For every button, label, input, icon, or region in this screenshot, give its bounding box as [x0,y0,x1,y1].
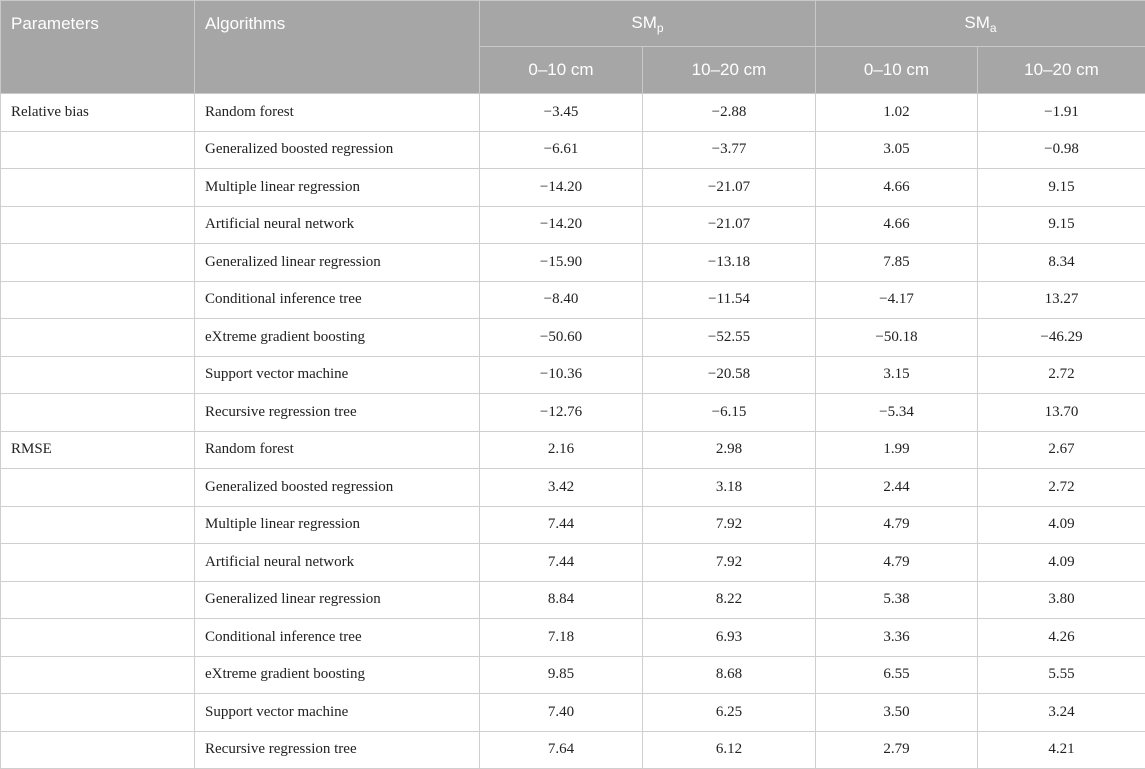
value-cell: 13.27 [978,281,1145,319]
value-cell: 7.85 [816,244,978,282]
value-cell: 4.09 [978,544,1145,582]
algorithm-cell: Conditional inference tree [195,619,480,657]
algorithm-cell: Recursive regression tree [195,731,480,769]
value-cell: 6.25 [643,694,816,732]
value-cell: 7.92 [643,506,816,544]
value-cell: 7.64 [480,731,643,769]
algorithm-cell: Random forest [195,94,480,132]
parameter-cell: Relative bias [1,94,195,132]
table-row [1,169,1145,207]
parameter-cell [1,619,195,657]
table-row [1,506,1145,544]
parameter-cell [1,544,195,582]
parameter-cell [1,394,195,432]
parameter-cell [1,244,195,282]
header-depth: 10–20 cm [643,47,816,94]
value-cell: 9.85 [480,656,643,694]
value-cell: 1.99 [816,431,978,469]
value-cell: 6.12 [643,731,816,769]
value-cell: 1.02 [816,94,978,132]
value-cell: −1.91 [978,94,1145,132]
parameter-cell [1,656,195,694]
value-cell: −50.18 [816,319,978,357]
value-cell: 2.72 [978,356,1145,394]
parameter-cell [1,469,195,507]
table-row [1,544,1145,582]
parameter-cell [1,281,195,319]
table-row [1,394,1145,432]
header-depth: 10–20 cm [978,47,1145,94]
header-parameters: Parameters [1,1,195,94]
value-cell: 9.15 [978,169,1145,207]
algorithm-cell: eXtreme gradient boosting [195,319,480,357]
value-cell: 2.16 [480,431,643,469]
value-cell: −21.07 [643,169,816,207]
algorithm-cell: Conditional inference tree [195,281,480,319]
algorithm-cell: Recursive regression tree [195,394,480,432]
table-row [1,581,1145,619]
parameter-cell [1,356,195,394]
value-cell: 8.68 [643,656,816,694]
value-cell: −15.90 [480,244,643,282]
algorithm-cell: Generalized linear regression [195,581,480,619]
parameter-cell [1,169,195,207]
table-row [1,206,1145,244]
header-depth: 0–10 cm [816,47,978,94]
value-cell: −11.54 [643,281,816,319]
parameter-cell [1,581,195,619]
value-cell: 2.72 [978,469,1145,507]
value-cell: 7.44 [480,506,643,544]
value-cell: 4.26 [978,619,1145,657]
value-cell: −8.40 [480,281,643,319]
value-cell: −14.20 [480,206,643,244]
value-cell: 8.34 [978,244,1145,282]
parameter-cell [1,506,195,544]
header-group-smp-base: SM [631,13,657,32]
parameter-cell [1,694,195,732]
algorithm-cell: Random forest [195,431,480,469]
header-algorithms: Algorithms [195,1,480,94]
algorithm-cell: eXtreme gradient boosting [195,656,480,694]
value-cell: −50.60 [480,319,643,357]
value-cell: −21.07 [643,206,816,244]
value-cell: 2.79 [816,731,978,769]
algorithm-cell: Support vector machine [195,356,480,394]
value-cell: −5.34 [816,394,978,432]
value-cell: −20.58 [643,356,816,394]
value-cell: 4.21 [978,731,1145,769]
algorithm-cell: Support vector machine [195,694,480,732]
value-cell: 3.36 [816,619,978,657]
value-cell: −3.45 [480,94,643,132]
value-cell: 3.50 [816,694,978,732]
value-cell: −6.61 [480,131,643,169]
value-cell: 4.79 [816,544,978,582]
value-cell: 6.93 [643,619,816,657]
table-row [1,131,1145,169]
value-cell: 3.80 [978,581,1145,619]
value-cell: 5.55 [978,656,1145,694]
value-cell: 3.05 [816,131,978,169]
value-cell: 2.67 [978,431,1145,469]
value-cell: 3.42 [480,469,643,507]
header-group-sma [816,1,1145,47]
value-cell: 4.79 [816,506,978,544]
value-cell: 4.66 [816,206,978,244]
table-row [1,731,1145,769]
header-group-sma-base: SM [964,13,990,32]
value-cell: −0.98 [978,131,1145,169]
table-header [1,1,1145,94]
parameter-cell [1,731,195,769]
table-row [1,281,1145,319]
table-row [1,244,1145,282]
value-cell: 13.70 [978,394,1145,432]
value-cell: 8.84 [480,581,643,619]
value-cell: 7.40 [480,694,643,732]
value-cell: −13.18 [643,244,816,282]
table-row [1,469,1145,507]
value-cell: 3.24 [978,694,1145,732]
header-group-smp [480,1,816,47]
value-cell: 5.38 [816,581,978,619]
value-cell: −2.88 [643,94,816,132]
value-cell: 4.09 [978,506,1145,544]
value-cell: 3.15 [816,356,978,394]
table-row [1,694,1145,732]
value-cell: 3.18 [643,469,816,507]
algorithm-cell: Generalized boosted regression [195,469,480,507]
value-cell: −52.55 [643,319,816,357]
header-group-sma-sub: a [990,21,997,35]
table-row [1,619,1145,657]
value-cell: 7.44 [480,544,643,582]
parameter-cell [1,131,195,169]
table-row [1,319,1145,357]
value-cell: 7.18 [480,619,643,657]
table-row [1,94,1145,132]
algorithm-cell: Artificial neural network [195,544,480,582]
value-cell: 6.55 [816,656,978,694]
algorithm-cell: Multiple linear regression [195,169,480,207]
value-cell: 2.44 [816,469,978,507]
value-cell: 7.92 [643,544,816,582]
table-row [1,431,1145,469]
value-cell: −6.15 [643,394,816,432]
value-cell: 8.22 [643,581,816,619]
value-cell: −14.20 [480,169,643,207]
algorithm-cell: Artificial neural network [195,206,480,244]
value-cell: −46.29 [978,319,1145,357]
value-cell: −10.36 [480,356,643,394]
table-body [1,94,1145,769]
value-cell: −3.77 [643,131,816,169]
value-cell: −4.17 [816,281,978,319]
value-cell: −12.76 [480,394,643,432]
parameter-cell [1,206,195,244]
value-cell: 9.15 [978,206,1145,244]
header-depth: 0–10 cm [480,47,643,94]
value-cell: 4.66 [816,169,978,207]
parameter-cell [1,319,195,357]
header-group-smp-sub: p [657,21,664,35]
algorithm-cell: Generalized boosted regression [195,131,480,169]
parameter-cell: RMSE [1,431,195,469]
algorithm-cell: Multiple linear regression [195,506,480,544]
table-row [1,356,1145,394]
algorithm-cell: Generalized linear regression [195,244,480,282]
value-cell: 2.98 [643,431,816,469]
table-row [1,656,1145,694]
